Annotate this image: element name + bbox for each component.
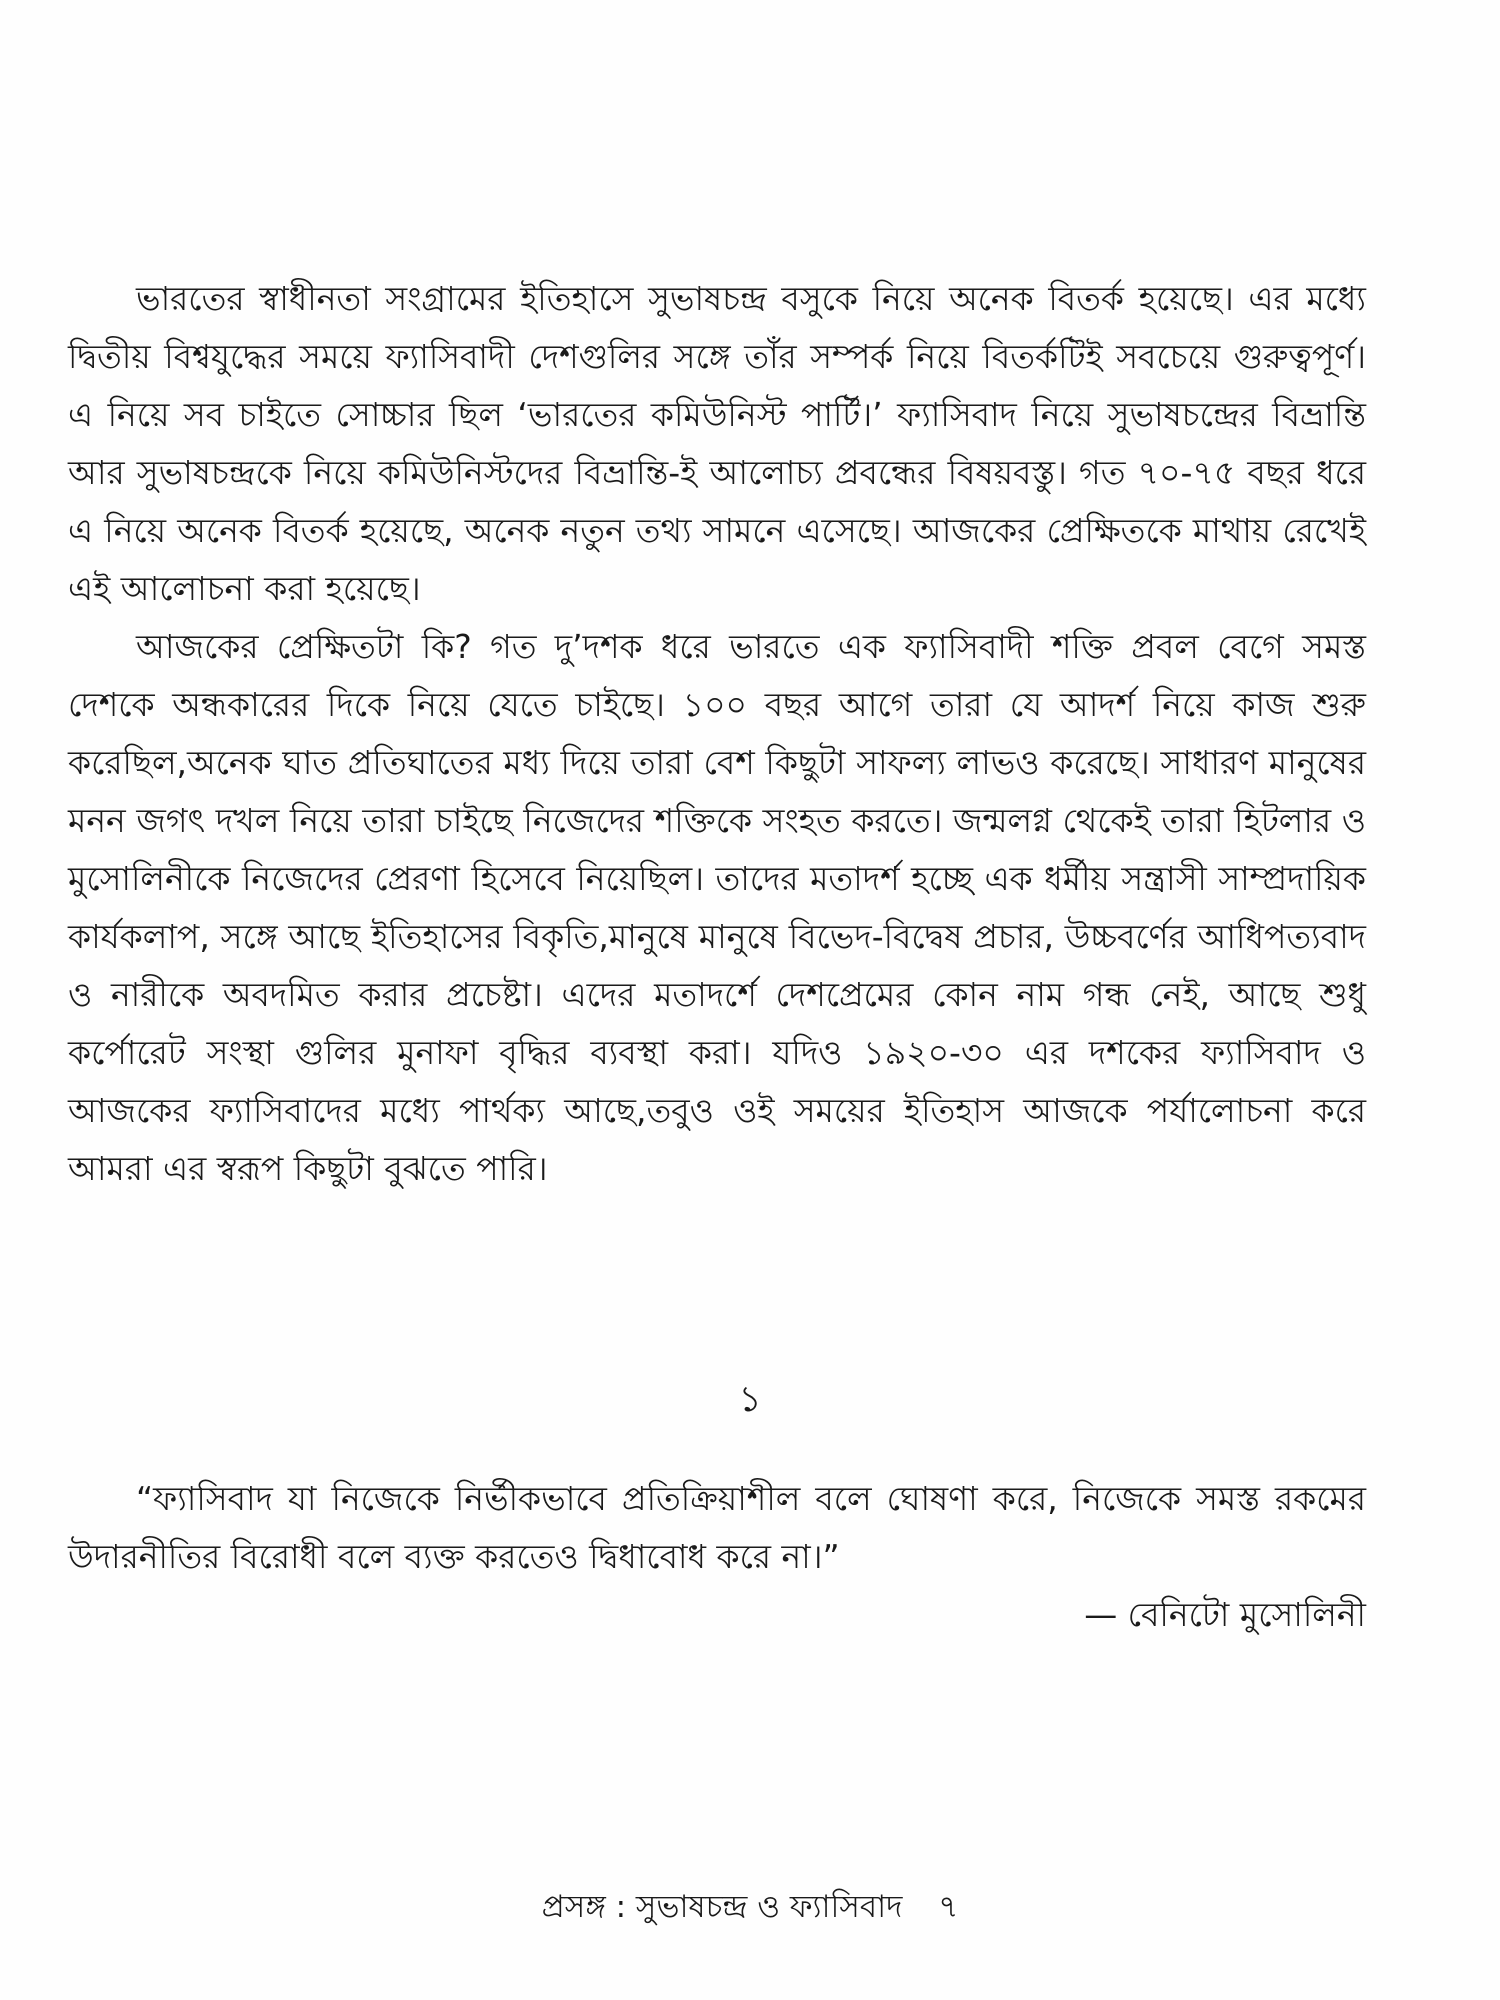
epigraph-quote	[68, 1470, 1366, 1644]
quote-attribution: — বেনিটো মুসোলিনী	[1084, 1595, 1366, 1634]
body-text	[68, 270, 1366, 1198]
paragraph-context: আজকের প্রেক্ষিতটা কি? গত দু’দশক ধরে ভারতে এক ফ্যাসিবাদী শক্তি প্রবল বেগে সমস্ত দেশকে অন্ধকারের দিকে নিয়ে যেতে চাইছে। ১০০ বছর আগে তারা যে আদর্শ নিয়ে কাজ শুরু করেছিল,অনেক ঘাত প্রতিঘাতের মধ্য দিয়ে তারা বেশ কিছুটা সাফল্য লাভও করেছে। সাধারণ মানুষের মনন জগৎ দখল নিয়ে তারা চাইছে নিজেদের শক্তিকে সংহত করতে। জন্মলগ্ন থেকেই তারা হিটলার ও মুসোলিনীকে নিজেদের প্রেরণা হিসেবে নিয়েছিল। তাদের মতাদর্শ হচ্ছে এক ধর্মীয় সন্ত্রাসী সাম্প্রদায়িক কার্যকলাপ, সঙ্গে আছে ইতিহাসের বিকৃতি,মানুষে মানুষে বিভেদ-বিদ্বেষ প্রচার, উচ্চবর্ণের আধিপত্যবাদ ও নারীকে অবদমিত করার প্রচেষ্টা। এদের মতাদর্শে দেশপ্রেমের কোন নাম গন্ধ নেই, আছে শুধু কর্পোরেট সংস্থা গুলির মুনাফা বৃদ্ধির ব্যবস্থা করা। যদিও ১৯২০-৩০ এর দশকের ফ্যাসিবাদ ও আজকের ফ্যাসিবাদের মধ্যে পার্থক্য আছে,তবুও ওই সময়ের ইতিহাস আজকে পর্যালোচনা করে আমরা এর স্বরূপ কিছুটা বুঝতে পারি।	[68, 627, 1366, 1188]
section-number: ১	[738, 1379, 762, 1420]
paragraph-intro: ভারতের স্বাধীনতা সংগ্রামের ইতিহাসে সুভাষচন্দ্র বসুকে নিয়ে অনেক বিতর্ক হয়েছে। এর মধ্যে দ্বিতীয় বিশ্বযুদ্ধের সময়ে ফ্যাসিবাদী দেশগুলির সঙ্গে তাঁর সম্পর্ক নিয়ে বিতর্কটিই সবচেয়ে গুরুত্বপূর্ণ। এ নিয়ে সব চাইতে সোচ্চার ছিল ‘ভারতের কমিউনিস্ট পার্টি।’ ফ্যাসিবাদ নিয়ে সুভাষচন্দ্রের বিভ্রান্তি আর সুভাষচন্দ্রকে নিয়ে কমিউনিস্টদের বিভ্রান্তি-ই আলোচ্য প্রবন্ধের বিষয়বস্তু। গত ৭০-৭৫ বছর ধরে এ নিয়ে অনেক বিতর্ক হয়েছে, অনেক নতুন তথ্য সামনে এসেছে। আজকের প্রেক্ষিতকে মাথায় রেখেই এই আলোচনা করা হয়েছে।	[68, 279, 1366, 608]
page-footer	[0, 1885, 1500, 1929]
running-title: প্রসঙ্গ : সুভাষচন্দ্র ও ফ্যাসিবাদ	[541, 1889, 903, 1925]
quote-text: “ফ্যাসিবাদ যা নিজেকে নির্ভীকভাবে প্রতিক্রিয়াশীল বলে ঘোষণা করে, নিজেকে সমস্ত রকমের উদারনীতির বিরোধী বলে ব্যক্ত করতেও দ্বিধাবোধ করে না।”	[68, 1479, 1366, 1576]
page-number: ৭	[938, 1889, 959, 1925]
